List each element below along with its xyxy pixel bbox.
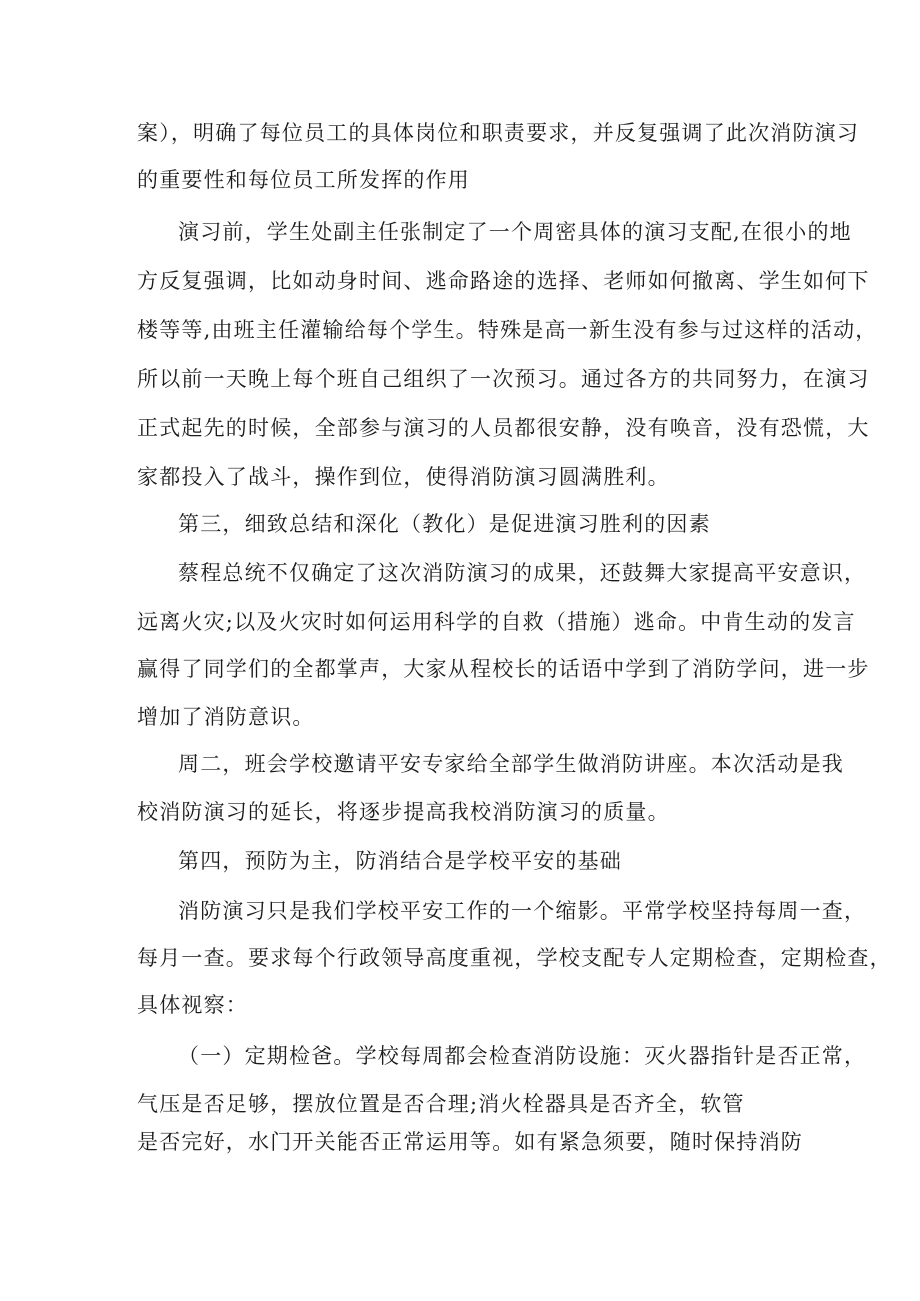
paragraph-5-line-2: 校消防演习的延长，将逐步提高我校消防演习的质量。	[137, 800, 670, 824]
paragraph-1-line-2: 的重要性和每位员工所发挥的作用	[137, 168, 470, 192]
paragraph-4-line-2: 远离火灾;以及火灾时如何运用科学的自救（措施）逃命。中肯生动的发言	[137, 610, 856, 634]
paragraph-2-line-2: 方反复强调，比如动身时间、逃命路途的选择、老师如何撤离、学生如何下	[137, 269, 870, 293]
paragraph-2-line-3: 楼等等,由班主任灌输给每个学生。特殊是高一新生没有参与过这样的活动，	[137, 318, 878, 342]
paragraph-7-line-1: 消防演习只是我们学校平安工作的一个缩影。平常学校坚持每周一查，	[178, 899, 867, 923]
paragraph-8-line-2: 气压是否足够，摆放位置是否合理;消火栓器具是否齐全，软管	[137, 1092, 745, 1116]
paragraph-2-line-4: 所以前一天晚上每个班自己组织了一次预习。通过各方的共同努力，在演习	[137, 367, 870, 391]
paragraph-2-line-5: 正式起先的时候，全部参与演习的人员都很安静，没有唤音，没有恐慌，大	[137, 416, 870, 440]
paragraph-4-line-1: 蔡程总统不仅确定了这次消防演习的成果，还鼓舞大家提高平安意识，	[178, 561, 867, 585]
paragraph-7-line-2: 每月一查。要求每个行政领导高度重视，学校支配专人定期检查，定期检查，	[137, 946, 892, 970]
paragraph-4-line-4: 增加了消防意识。	[137, 705, 315, 729]
paragraph-8-line-1: （一）定期检爸。学校每周都会检查消防设施：灭火器指针是否正常，	[178, 1044, 867, 1068]
paragraph-4-line-3: 赢得了同学们的全都掌声，大家从程校长的话语中学到了消防学问，进一步	[137, 657, 870, 681]
paragraph-2-line-1: 演习前，学生处副主任张制定了一个周密具体的演习支配,在很小的地	[178, 220, 852, 244]
paragraph-5-line-1: 周二，班会学校邀请平安专家给全部学生做消防讲座。本次活动是我	[178, 752, 844, 776]
section-heading-4: 第四，预防为主，防消结合是学校平安的基础	[178, 849, 622, 873]
paragraph-2-line-6: 家都投入了战斗，操作到位，使得消防演习圆满胜利。	[137, 465, 670, 489]
paragraph-1-line-1: 案），明确了每位员工的具体岗位和职责要求，并反复强调了此次消防演习	[137, 121, 860, 145]
paragraph-8-line-3: 是否完好，水门开关能否正常运用等。如有紧急须要，随时保持消防	[137, 1130, 803, 1154]
paragraph-7-line-3: 具体视察：	[137, 993, 248, 1017]
section-heading-3: 第三，细致总结和深化（教化）是促进演习胜利的因素	[178, 512, 711, 536]
